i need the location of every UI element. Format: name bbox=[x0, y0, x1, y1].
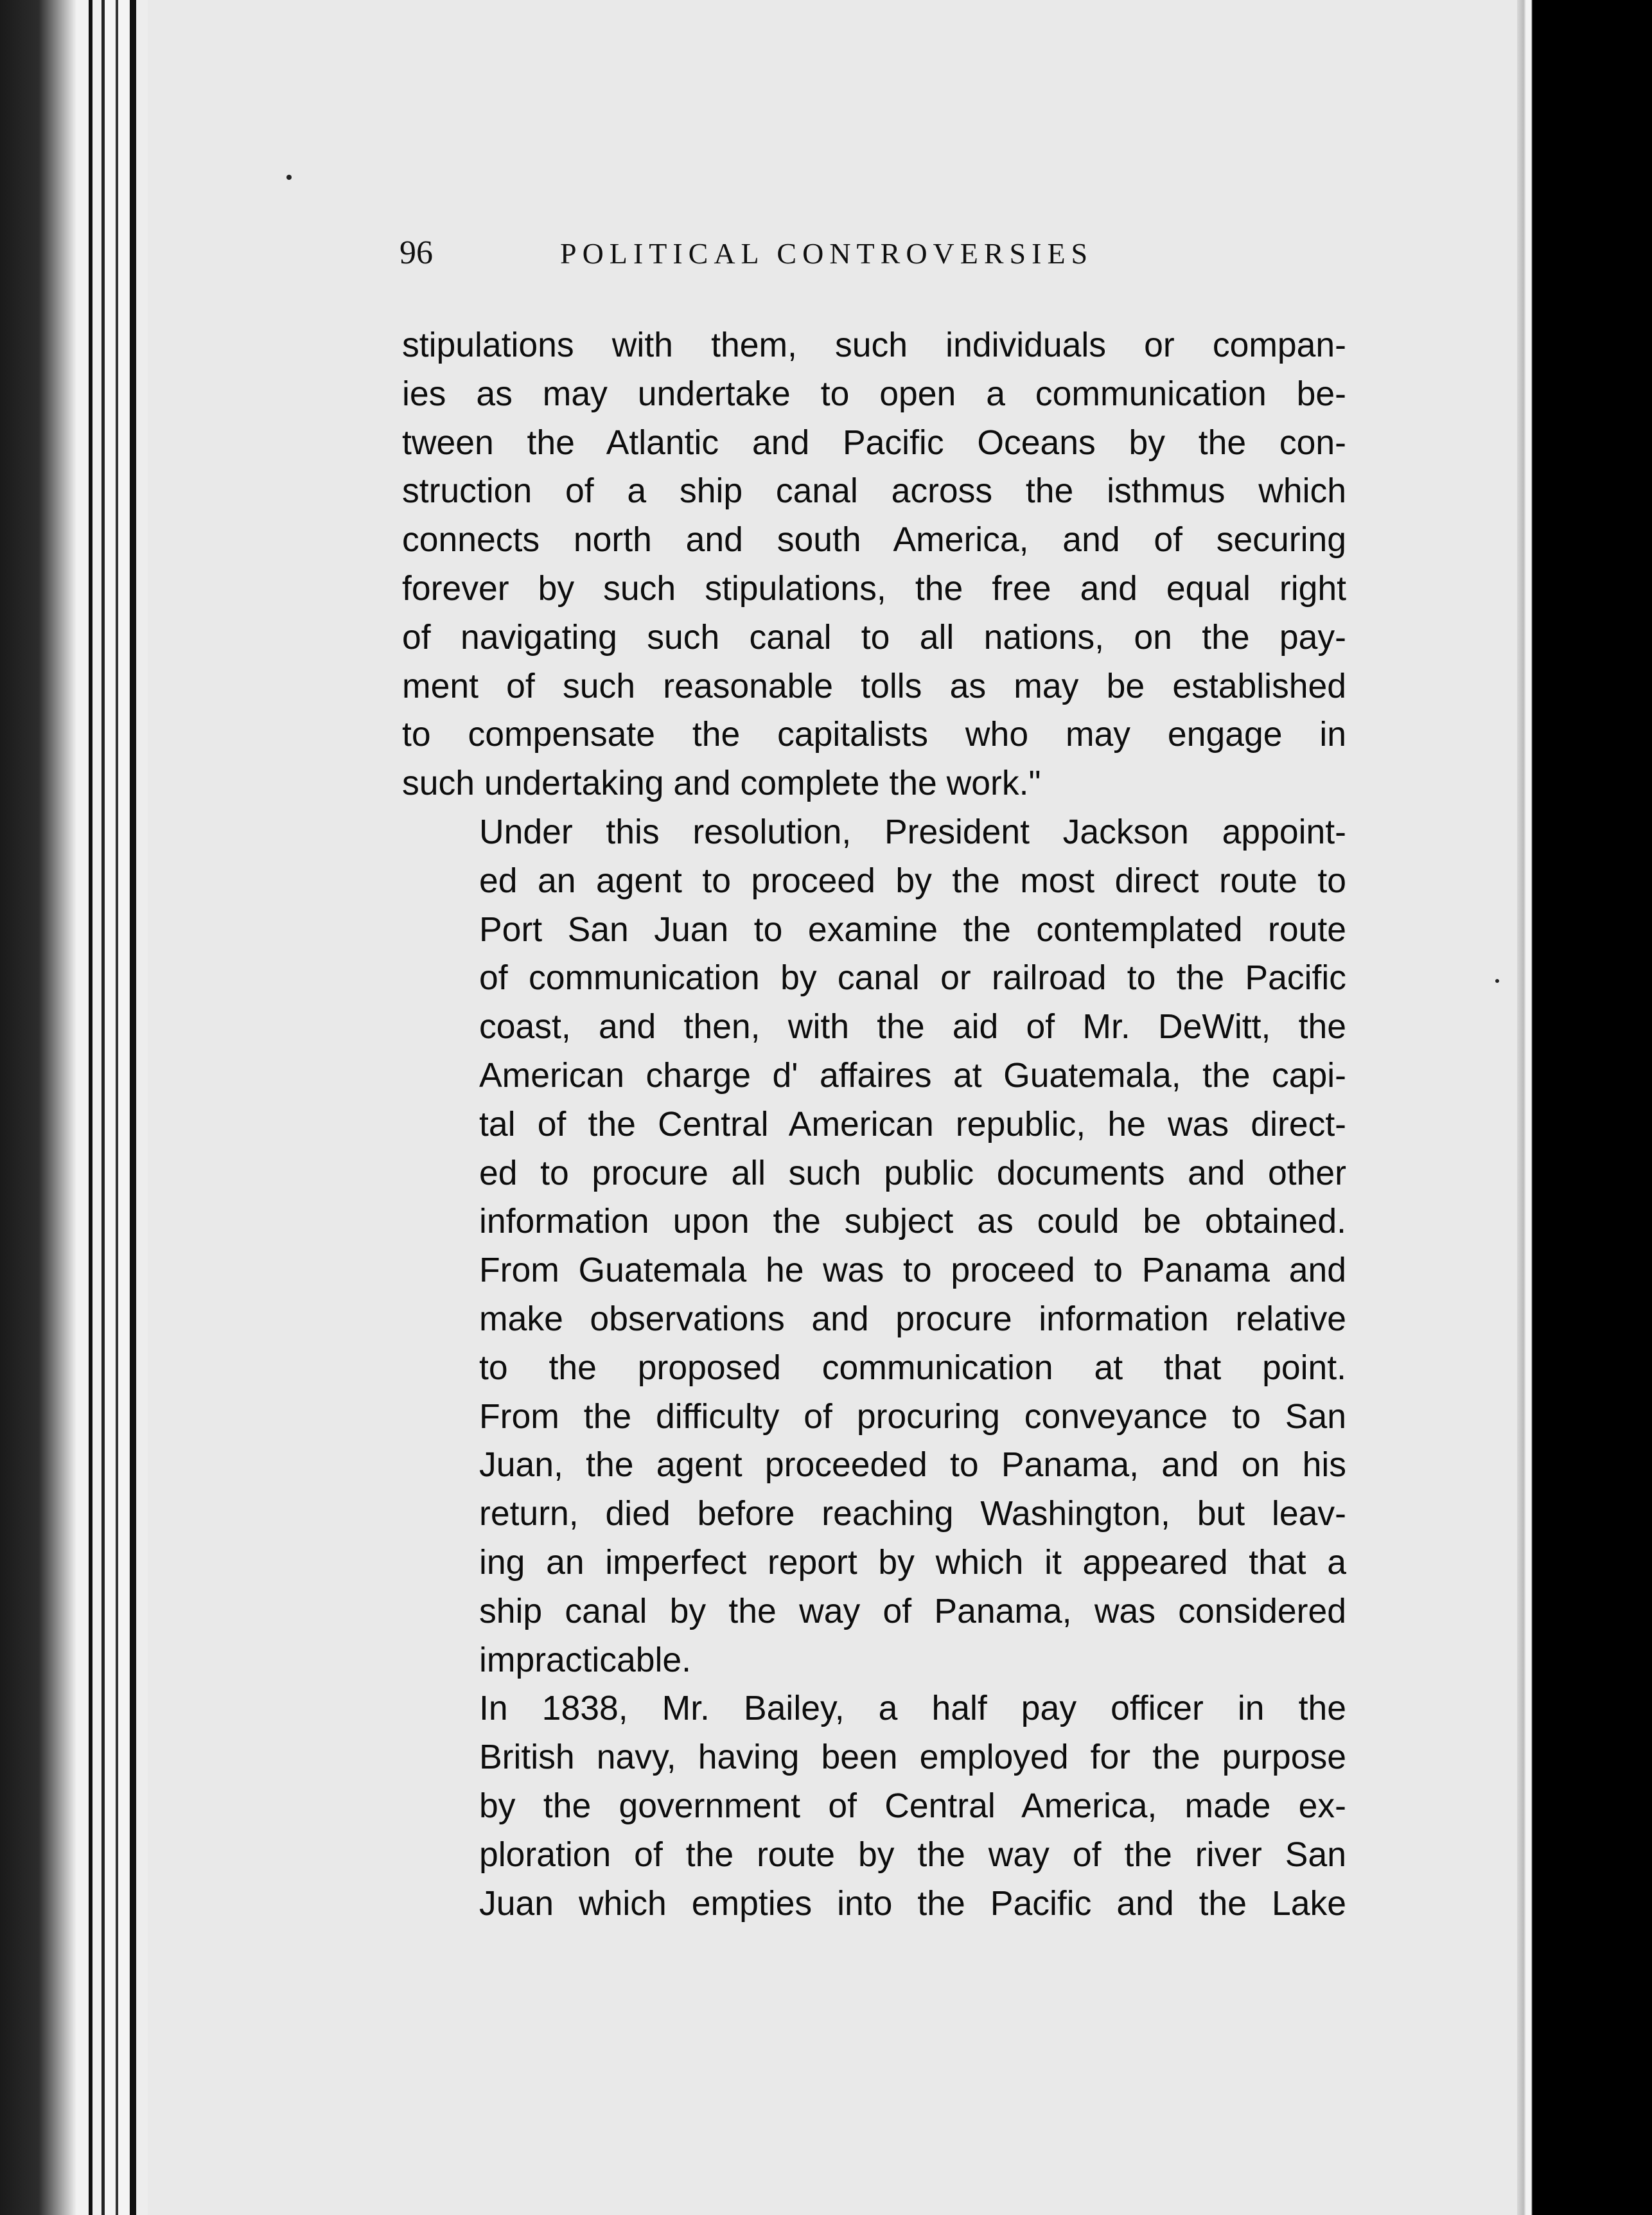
right-page-gutter bbox=[1517, 0, 1652, 2215]
running-title: POLITICAL CONTROVERSIES bbox=[560, 237, 1094, 270]
text-line: struction of a ship canal across the isthmus which bbox=[402, 472, 1346, 511]
text-line: American charge d' affaires at Guatemala, the capi- bbox=[479, 1056, 1346, 1095]
page-number: 96 bbox=[400, 234, 433, 271]
text-line: information upon the subject as could be obtained. bbox=[479, 1203, 1346, 1241]
text-line: of navigating such canal to all nations, on the pay- bbox=[402, 618, 1346, 657]
text-line: Port San Juan to examine the contemplated route bbox=[479, 910, 1346, 949]
text-line: In 1838, Mr. Bailey, a half pay officer in the bbox=[479, 1690, 1346, 1728]
paragraph-2 bbox=[402, 808, 1346, 1684]
text-line: ment of such reasonable tolls as may be established bbox=[402, 667, 1346, 705]
text-line: make observations and procure information relative bbox=[479, 1300, 1346, 1338]
text-line: tween the Atlantic and Pacific Oceans by the con- bbox=[402, 423, 1346, 462]
text-line: ed to procure all such public documents and other bbox=[479, 1154, 1346, 1192]
page-stack-edges bbox=[77, 0, 148, 2215]
text-line: ship canal by the way of Panama, was considered bbox=[479, 1592, 1346, 1630]
text-line: ploration of the route by the way of the river San bbox=[479, 1835, 1346, 1874]
text-line: of communication by canal or railroad to the Pacific bbox=[479, 959, 1346, 998]
text-line: British navy, having been employed for the purpose bbox=[479, 1738, 1346, 1777]
left-page-edge bbox=[0, 0, 77, 2215]
running-head bbox=[400, 234, 1344, 285]
text-line: ing an imperfect report by which it appeared that a bbox=[479, 1543, 1346, 1582]
text-line: tal of the Central American republic, he was direct- bbox=[479, 1105, 1346, 1143]
paragraph-3 bbox=[402, 1684, 1346, 1928]
text-line: ed an agent to proceed by the most direct route to bbox=[479, 861, 1346, 900]
text-line: coast, and then, with the aid of Mr. DeWitt, the bbox=[479, 1008, 1346, 1046]
text-line: impracticable. bbox=[479, 1641, 692, 1679]
text-line: connects north and south America, and of securing bbox=[402, 521, 1346, 560]
text-line: to compensate the capitalists who may engage in bbox=[402, 716, 1346, 754]
text-line: forever by such stipulations, the free and equal right bbox=[402, 569, 1346, 608]
scan-speck bbox=[1495, 979, 1499, 983]
text-line: stipulations with them, such individuals or compan- bbox=[402, 326, 1346, 364]
text-line: From the difficulty of procuring conveyance to San bbox=[479, 1397, 1346, 1436]
text-line: such undertaking and complete the work." bbox=[402, 764, 1041, 803]
text-line: to the proposed communication at that point. bbox=[479, 1348, 1346, 1387]
scan-speck bbox=[286, 175, 292, 180]
text-line: Juan which empties into the Pacific and the Lake bbox=[479, 1884, 1346, 1923]
paragraph-1 bbox=[402, 321, 1346, 808]
body-text bbox=[402, 321, 1346, 1928]
text-line: Juan, the agent proceeded to Panama, and on his bbox=[479, 1446, 1346, 1485]
text-line: by the government of Central America, made ex- bbox=[479, 1787, 1346, 1825]
text-line: From Guatemala he was to proceed to Panama and bbox=[479, 1251, 1346, 1290]
text-line: Under this resolution, President Jackson appoint- bbox=[479, 813, 1346, 851]
text-line: return, died before reaching Washington, but leav- bbox=[479, 1495, 1346, 1533]
text-line: ies as may undertake to open a communication be- bbox=[402, 375, 1346, 413]
